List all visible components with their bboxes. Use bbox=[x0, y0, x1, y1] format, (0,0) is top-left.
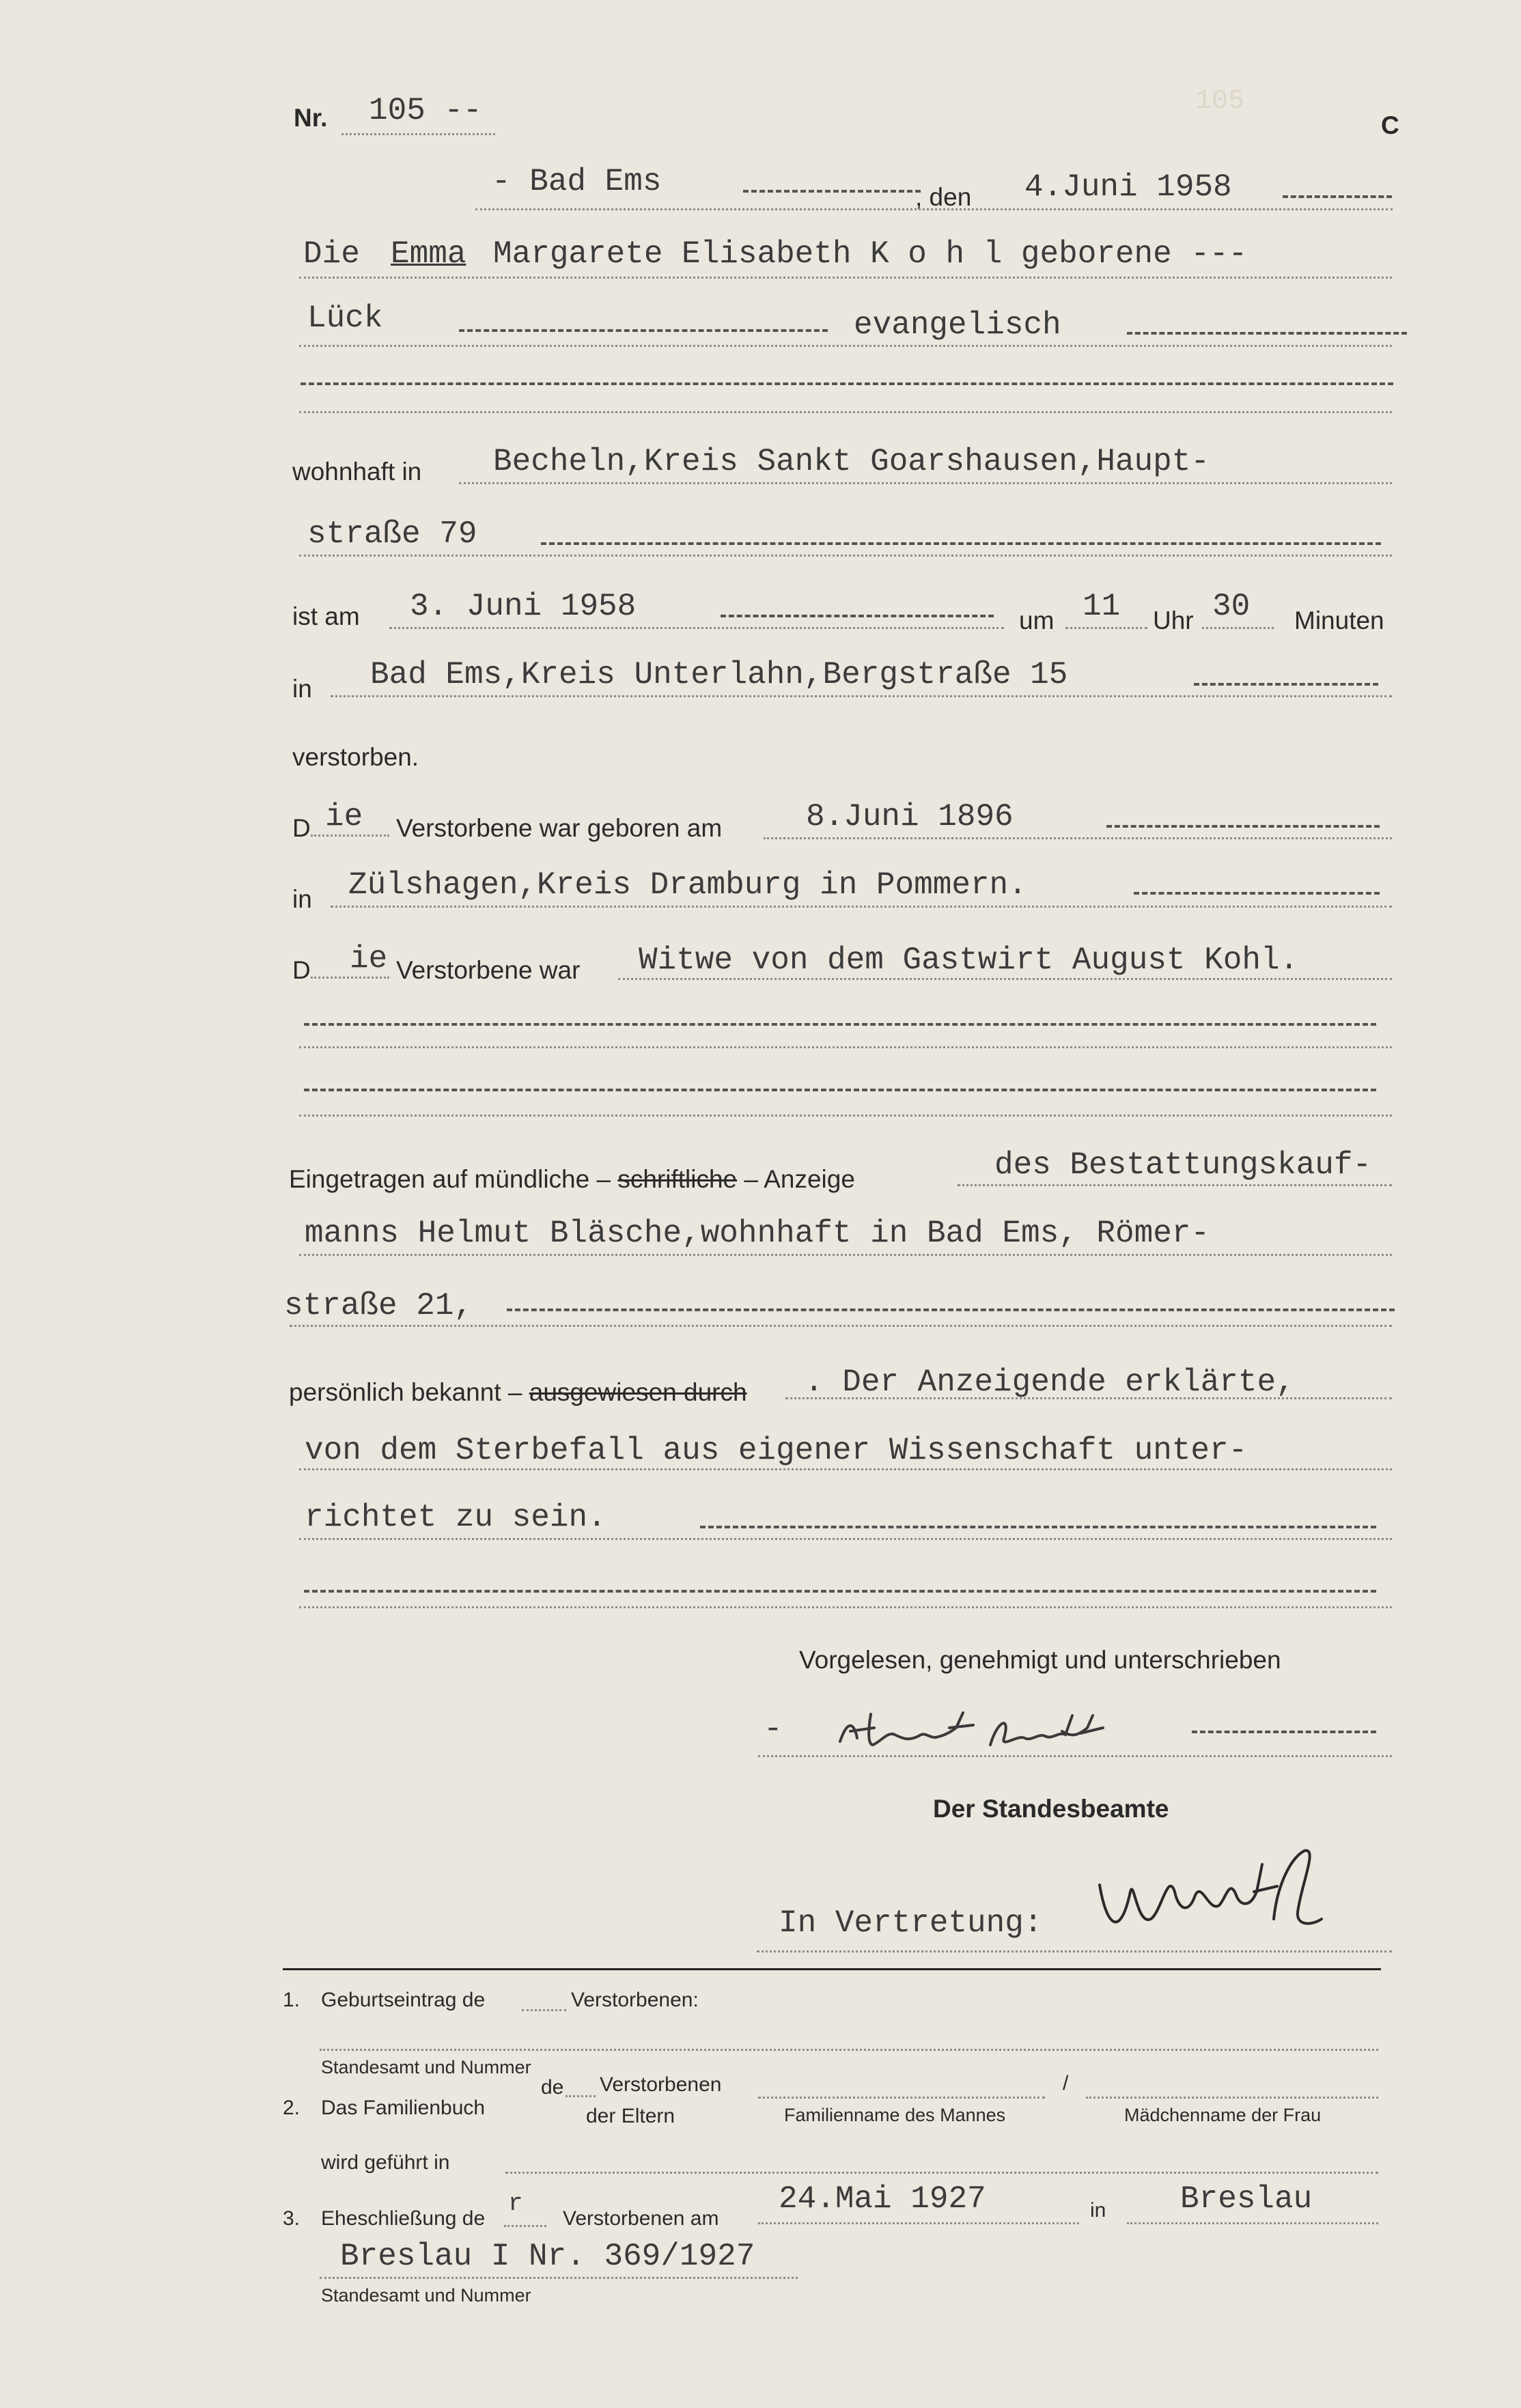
dash-fill bbox=[1134, 892, 1380, 895]
status-label: Verstorbene war bbox=[396, 956, 581, 984]
blank-dotline bbox=[299, 1115, 1392, 1117]
dash-fill bbox=[1192, 1731, 1376, 1733]
death-place-dotline bbox=[331, 695, 1392, 697]
marriage-place: Breslau bbox=[1180, 2181, 1313, 2217]
registration-dotline bbox=[958, 1184, 1392, 1186]
um-label: um bbox=[1019, 606, 1055, 634]
name-slash: / bbox=[1063, 2072, 1069, 2095]
status-dotline bbox=[618, 978, 1392, 980]
identity-dotline bbox=[785, 1397, 1392, 1399]
dash-fill bbox=[1194, 683, 1378, 686]
registration-dotline2 bbox=[299, 1254, 1392, 1256]
residence-dotline2 bbox=[299, 555, 1392, 557]
familienname-dotline bbox=[758, 2097, 1045, 2099]
dash-fill bbox=[304, 1089, 1376, 1091]
registration-label: Eingetragen auf mündliche – schriftliche – Anzeige bbox=[289, 1165, 855, 1193]
ist-am-label: ist am bbox=[292, 602, 360, 630]
name-article: Die bbox=[303, 236, 360, 272]
item3-label: Eheschließung de bbox=[321, 2207, 486, 2230]
death-in-label: in bbox=[292, 675, 312, 703]
registration-dotline3 bbox=[290, 1325, 1392, 1327]
ghost-number: 105 bbox=[1195, 86, 1245, 117]
item3-number: 3. bbox=[283, 2207, 301, 2230]
death-date: 3. Juni 1958 bbox=[410, 589, 637, 624]
item2-label: Das Familienbuch bbox=[321, 2097, 486, 2119]
name-dotline bbox=[299, 277, 1392, 279]
item1-number: 1. bbox=[283, 1989, 301, 2011]
dash-fill bbox=[700, 1526, 1376, 1528]
familienname-label: Familienname des Mannes bbox=[784, 2105, 1006, 2125]
item1-value: Verstorbenen: bbox=[571, 1989, 699, 2011]
maiden-name: Lück bbox=[307, 300, 383, 336]
identity-dotline3 bbox=[299, 1538, 1392, 1540]
den-label: , den bbox=[915, 183, 972, 211]
uhr-label: Uhr bbox=[1153, 606, 1194, 634]
dash-fill bbox=[541, 542, 1381, 545]
minuten-label: Minuten bbox=[1294, 606, 1384, 634]
signature-prefix: - bbox=[764, 1711, 783, 1747]
status-d-label: D bbox=[292, 956, 311, 984]
wohnhaft-label: wohnhaft in bbox=[292, 458, 422, 486]
status-value: Witwe von dem Gastwirt August Kohl. bbox=[639, 942, 1299, 978]
vertretung-dotline bbox=[757, 1950, 1392, 1952]
item2-number: 2. bbox=[283, 2097, 301, 2119]
status-d-suffix: ie bbox=[350, 941, 388, 977]
marriage-registry: Breslau I Nr. 369/1927 bbox=[340, 2239, 755, 2274]
maedchenname-dotline bbox=[1086, 2097, 1378, 2099]
dash-fill bbox=[459, 329, 828, 332]
birth-in-label: in bbox=[292, 885, 312, 913]
vorgelesen-text: Vorgelesen, genehmigt und unterschrieben bbox=[799, 1646, 1281, 1674]
birth-label: Verstorbene war geboren am bbox=[396, 814, 723, 842]
informant-signature bbox=[833, 1707, 1120, 1762]
registry-dotline bbox=[320, 2277, 798, 2279]
item2-de-dotline bbox=[566, 2095, 596, 2097]
registrar-signature bbox=[1093, 1844, 1339, 1946]
nr-value: 105 -- bbox=[369, 93, 482, 128]
registration-line2: manns Helmut Bläsche,wohnhaft in Bad Ems, Römer- bbox=[305, 1216, 1210, 1251]
death-date-dotline bbox=[389, 627, 1004, 629]
item2-de: de bbox=[541, 2076, 564, 2099]
item3-de-dotline bbox=[504, 2225, 546, 2227]
dash-fill bbox=[301, 382, 1393, 385]
birth-d-label: D bbox=[292, 814, 311, 842]
status-d-dotline bbox=[311, 977, 389, 979]
blank-dotline bbox=[299, 411, 1392, 413]
verstorben-label: verstorben. bbox=[292, 743, 419, 771]
nr-dotline bbox=[341, 133, 495, 135]
religion: evangelisch bbox=[854, 307, 1061, 343]
gefuehrt-label: wird geführt in bbox=[321, 2151, 450, 2174]
item1-label: Geburtseintrag de bbox=[321, 1989, 486, 2011]
registration-line1: des Bestattungskauf- bbox=[994, 1147, 1372, 1183]
death-minutes: 30 bbox=[1212, 589, 1251, 624]
item3-suffix: r bbox=[508, 2189, 523, 2217]
standesamt-label: Standesamt und Nummer bbox=[321, 2057, 531, 2077]
identity-dotline2 bbox=[299, 1468, 1392, 1470]
identity-line2: von dem Sterbefall aus eigener Wissenschaft unter- bbox=[305, 1433, 1248, 1468]
dash-fill bbox=[743, 190, 921, 193]
place-dotline bbox=[475, 208, 1393, 210]
identity-label: persönlich bekannt – ausgewiesen durch bbox=[289, 1378, 747, 1406]
blank-dotline bbox=[299, 1046, 1392, 1048]
marriage-place-dotline bbox=[1127, 2222, 1378, 2224]
marriage-date-dotline bbox=[758, 2222, 1079, 2224]
birth-d-dotline bbox=[311, 835, 389, 837]
death-hour: 11 bbox=[1083, 589, 1121, 624]
dash-fill bbox=[1127, 332, 1407, 335]
registration-date: 4.Juni 1958 bbox=[1024, 169, 1232, 205]
dash-fill bbox=[1283, 195, 1392, 198]
name-rest: Margarete Elisabeth K o h l geborene --- bbox=[493, 236, 1248, 272]
item3-in: in bbox=[1090, 2199, 1106, 2222]
item1-dotline bbox=[522, 2009, 566, 2011]
hour-dotline bbox=[1065, 627, 1147, 629]
residence-line1: Becheln,Kreis Sankt Goarshausen,Haupt- bbox=[493, 444, 1210, 479]
birth-d-suffix: ie bbox=[325, 799, 363, 835]
first-name-called: Emma bbox=[391, 236, 466, 272]
maiden-dotline bbox=[299, 345, 1392, 347]
residence-dotline bbox=[459, 482, 1392, 484]
item2-eltern: der Eltern bbox=[586, 2105, 675, 2127]
corner-letter: C bbox=[1381, 111, 1399, 139]
dash-fill bbox=[1106, 825, 1380, 828]
signature-dotline bbox=[758, 1755, 1392, 1757]
identity-line3: richtet zu sein. bbox=[305, 1500, 606, 1535]
standesamt-label-2: Standesamt und Nummer bbox=[321, 2285, 531, 2306]
standesbeamte-label: Der Standesbeamte bbox=[933, 1795, 1169, 1823]
minutes-dotline bbox=[1202, 627, 1274, 629]
birth-date-dotline bbox=[764, 837, 1392, 839]
item2-value: Verstorbenen bbox=[600, 2073, 722, 2096]
footer-divider bbox=[283, 1968, 1381, 1970]
dash-fill bbox=[507, 1308, 1395, 1311]
item1-entry-dotline bbox=[320, 2049, 1378, 2051]
place-of-registration: - Bad Ems bbox=[492, 164, 662, 199]
birth-date: 8.Juni 1896 bbox=[806, 799, 1014, 835]
dash-fill bbox=[721, 615, 994, 617]
marriage-date: 24.Mai 1927 bbox=[779, 2181, 986, 2217]
dash-fill bbox=[304, 1590, 1376, 1593]
item3-label2: Verstorbenen am bbox=[563, 2207, 719, 2230]
identity-line1: . Der Anzeigende erklärte, bbox=[805, 1364, 1295, 1400]
dash-fill bbox=[304, 1023, 1376, 1026]
vertretung-label: In Vertretung: bbox=[779, 1905, 1043, 1941]
blank-dotline bbox=[299, 1606, 1392, 1608]
birth-place: Zülshagen,Kreis Dramburg in Pommern. bbox=[348, 867, 1027, 903]
gefuehrt-dotline bbox=[505, 2172, 1378, 2174]
birth-place-dotline bbox=[331, 906, 1392, 908]
maedchenname-label: Mädchenname der Frau bbox=[1124, 2105, 1322, 2125]
residence-line2: straße 79 bbox=[307, 516, 477, 552]
nr-label: Nr. bbox=[294, 104, 328, 132]
registration-line3: straße 21, bbox=[284, 1288, 473, 1324]
death-place: Bad Ems,Kreis Unterlahn,Bergstraße 15 bbox=[370, 657, 1068, 692]
